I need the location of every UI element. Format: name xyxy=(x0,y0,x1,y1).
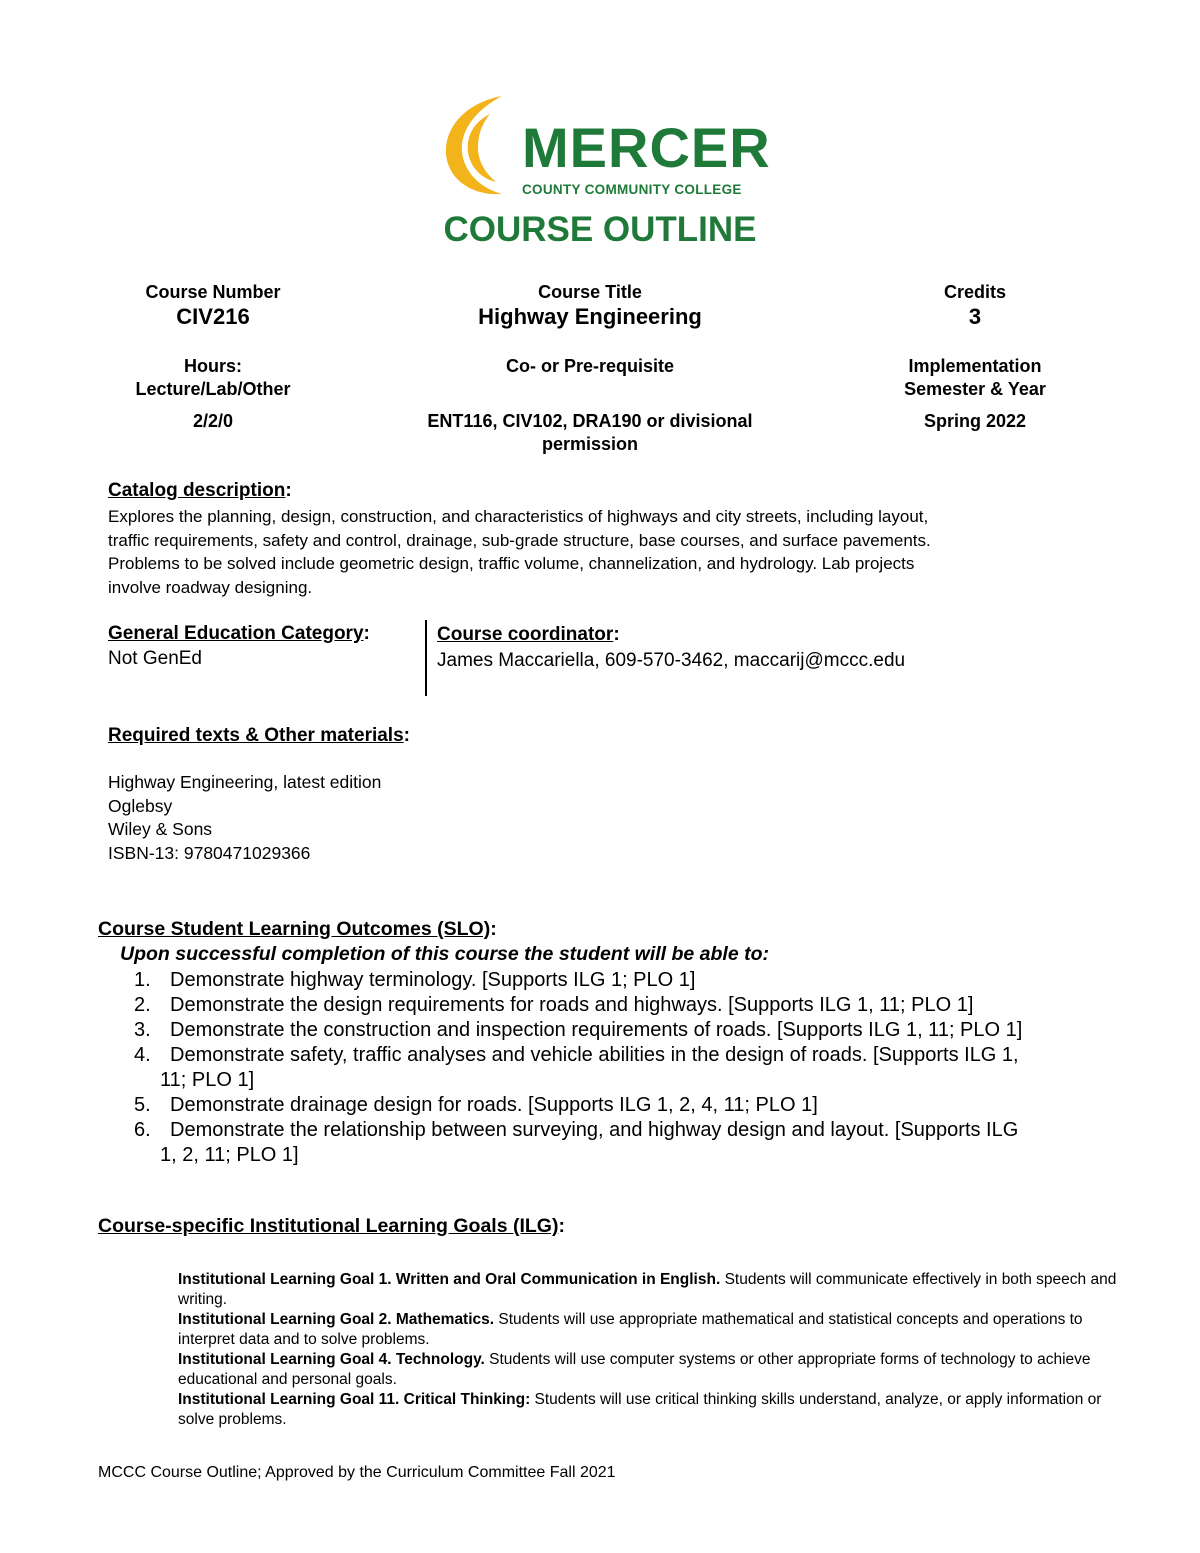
credits-value: 3 xyxy=(968,304,982,329)
page-footer: MCCC Course Outline; Approved by the Curriculum Committee Fall 2021 xyxy=(98,1464,616,1481)
hours-label-sub: Lecture/Lab/Other xyxy=(135,379,291,399)
catalog-line: involve roadway designing. xyxy=(108,577,313,597)
catalog-line: traffic requirements, safety and control, drainage, sub-grade structure, base courses, and surface pavements. xyxy=(108,530,931,550)
course-title: Highway Engineering xyxy=(478,304,702,329)
coordinator-value: James Maccariella, 609-570-3462, maccarij@mccc.edu xyxy=(437,650,906,671)
page-title: COURSE OUTLINE xyxy=(443,210,757,249)
implementation-label-sub: Semester & Year xyxy=(904,379,1046,399)
slo-number: 3. xyxy=(134,1019,151,1041)
texts-heading xyxy=(108,725,410,747)
implementation-label: Implementation xyxy=(908,356,1042,376)
slo-number: 1. xyxy=(134,969,151,991)
implementation-value: Spring 2022 xyxy=(923,411,1027,431)
ilg-heading-colon: : xyxy=(558,1215,565,1237)
hours-label: Hours: xyxy=(184,356,242,376)
ilg-heading-text: Course-specific Institutional Learning Goals (ILG) xyxy=(98,1215,559,1237)
coordinator-heading-text: Course coordinator xyxy=(437,624,614,645)
ilg-title: Institutional Learning Goal 1. Written and Oral Communication in English. xyxy=(178,1271,721,1288)
list-item xyxy=(178,1270,1118,1310)
slo-text-cont: 1, 2, 11; PLO 1] xyxy=(160,1144,299,1166)
list-item xyxy=(128,968,1118,993)
catalog-line: Explores the planning, design, construction, and characteristics of highways and city streets, including layout, xyxy=(108,507,929,526)
catalog-description xyxy=(108,505,1108,599)
prereq-value-line2: permission xyxy=(541,434,639,454)
slo-number: 2. xyxy=(134,994,151,1016)
list-item xyxy=(178,1350,1118,1390)
list-item xyxy=(128,1018,1118,1043)
ilg-heading xyxy=(98,1215,565,1238)
ilg-list xyxy=(178,1270,1118,1430)
slo-text: Demonstrate drainage design for roads. [Supports ILG 1, 2, 4, 11; PLO 1] xyxy=(170,1094,818,1116)
crescent-logo-icon xyxy=(440,92,520,202)
ilg-text: Students will use computer systems or other appropriate forms of technology to achieve educational and personal goals. xyxy=(178,1351,1091,1388)
column-divider xyxy=(425,620,427,696)
slo-heading-colon: : xyxy=(490,918,497,940)
gened-heading xyxy=(108,623,370,645)
logo-subtitle: COUNTY COMMUNITY COLLEGE xyxy=(522,182,742,197)
slo-list xyxy=(128,968,1118,1168)
gened-value: Not GenEd xyxy=(108,648,202,669)
slo-text: Demonstrate the relationship between surveying, and highway design and layout. [Supports ILG xyxy=(170,1119,1019,1141)
ilg-text: Students will communicate effectively in both speech and writing. xyxy=(178,1271,1117,1308)
course-number-label: Course Number xyxy=(145,282,281,302)
slo-heading xyxy=(98,918,497,941)
slo-heading-text: Course Student Learning Outcomes (SLO) xyxy=(98,918,491,940)
list-item xyxy=(128,1093,1118,1118)
ilg-text: Students will use appropriate mathematical and statistical concepts and operations to interpret data and to solve problems. xyxy=(178,1311,1083,1348)
texts-list xyxy=(108,771,381,865)
prereq-value: ENT116, CIV102, DRA190 or divisional xyxy=(427,411,753,431)
coordinator-heading xyxy=(437,624,620,646)
ilg-title: Institutional Learning Goal 4. Technology. xyxy=(178,1351,485,1368)
college-logo xyxy=(440,92,770,202)
slo-text-cont: 11; PLO 1] xyxy=(160,1069,255,1091)
hours-value: 2/2/0 xyxy=(192,411,234,431)
list-item xyxy=(128,993,1118,1018)
texts-heading-text: Required texts & Other materials xyxy=(108,725,404,746)
list-item xyxy=(128,1043,1118,1093)
prereq-label: Co- or Pre-requisite xyxy=(505,356,675,376)
list-item xyxy=(178,1390,1118,1430)
texts-line: Wiley & Sons xyxy=(108,819,213,839)
slo-text: Demonstrate safety, traffic analyses and vehicle abilities in the design of roads. [Supports ILG 1, xyxy=(170,1044,1019,1066)
texts-line: Oglebsy xyxy=(108,795,173,816)
coordinator-heading-colon: : xyxy=(613,624,620,645)
slo-text: Demonstrate the design requirements for roads and highways. [Supports ILG 1, 11; PLO 1] xyxy=(170,994,974,1016)
texts-line: Highway Engineering, latest edition xyxy=(108,772,382,792)
list-item xyxy=(178,1310,1118,1350)
credits-label: Credits xyxy=(943,282,1006,302)
slo-intro: Upon successful completion of this course the student will be able to: xyxy=(120,943,769,965)
slo-number: 6. xyxy=(134,1119,151,1141)
list-item xyxy=(128,1118,1118,1168)
gened-heading-text: General Education Category xyxy=(108,623,364,644)
catalog-heading-text: Catalog description xyxy=(108,480,286,501)
slo-text: Demonstrate highway terminology. [Supports ILG 1; PLO 1] xyxy=(170,969,696,991)
slo-number: 4. xyxy=(134,1044,151,1066)
course-number: CIV216 xyxy=(176,304,250,329)
slo-number: 5. xyxy=(134,1094,151,1116)
catalog-line: Problems to be solved include geometric design, traffic volume, channelization, and hydrology. Lab projects xyxy=(108,554,915,573)
logo-name: MERCER xyxy=(522,116,771,179)
texts-heading-colon: : xyxy=(403,725,410,746)
catalog-heading xyxy=(108,480,292,502)
ilg-title: Institutional Learning Goal 11. Critical Thinking: xyxy=(178,1391,531,1408)
gened-heading-colon: : xyxy=(363,623,370,644)
texts-line: ISBN-13: 9780471029366 xyxy=(108,842,311,863)
course-title-label: Course Title xyxy=(538,282,642,302)
ilg-text: Students will use critical thinking skills understand, analyze, or apply information or solve problems. xyxy=(178,1391,1102,1428)
ilg-title: Institutional Learning Goal 2. Mathematics. xyxy=(178,1311,495,1328)
slo-text: Demonstrate the construction and inspection requirements of roads. [Supports ILG 1, 11; PLO 1] xyxy=(170,1019,1023,1041)
catalog-heading-colon: : xyxy=(285,480,292,501)
